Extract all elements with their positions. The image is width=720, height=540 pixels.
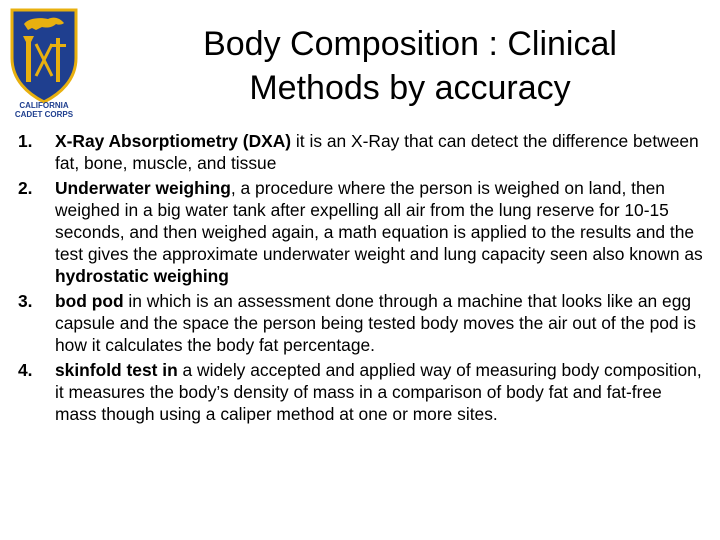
item-description: it is an X-Ray that can detect the difference between fat, bone, muscle, and tissue: [55, 131, 699, 173]
item-term: X-Ray Absorptiometry (DXA): [55, 131, 292, 151]
item-term: bod pod: [55, 291, 124, 311]
item-number: 2.: [18, 178, 33, 198]
list-item: [0, 130, 720, 174]
item-description: a widely accepted and applied way of measuring body composition, it measures the body’s density of mass in a comparison of body fat and fat-free mass though using a caliper method at one or more sites.: [55, 360, 702, 424]
california-cadet-corps-logo: [6, 6, 82, 118]
item-term-alt: hydrostatic weighing: [55, 266, 229, 286]
shield-icon: [6, 6, 82, 118]
item-number: 3.: [18, 291, 33, 311]
title-line1: Body Composition : Clinical: [203, 25, 617, 63]
list-item: [0, 359, 720, 425]
item-description: , a procedure where the person is weighed on land, then weighed in a big water tank after expelling all air from the lung reserve for 10-15 seconds, and then weighed again, a math equation is applied to the results and the test gives the approximate underwater weight and lung capacity seen also known as: [55, 178, 703, 264]
item-term: skinfold test in: [55, 360, 178, 380]
item-description: in which is an assessment done through a machine that looks like an egg capsule and the space the person being tested body moves the air out of the pod is how it calculates the body fat percentage.: [55, 291, 696, 355]
list-item: [0, 177, 720, 287]
methods-list: [0, 130, 720, 428]
logo-text-line1: CALIFORNIA: [19, 101, 69, 110]
logo-caption: [15, 101, 74, 118]
item-number: 4.: [18, 360, 33, 380]
item-term: Underwater weighing: [55, 178, 231, 198]
title-line2: Methods by accuracy: [249, 69, 571, 107]
logo-text-line2: CADET CORPS: [14, 110, 74, 118]
list-item: [0, 290, 720, 356]
item-number: 1.: [18, 131, 33, 151]
slide-title: [110, 22, 710, 110]
